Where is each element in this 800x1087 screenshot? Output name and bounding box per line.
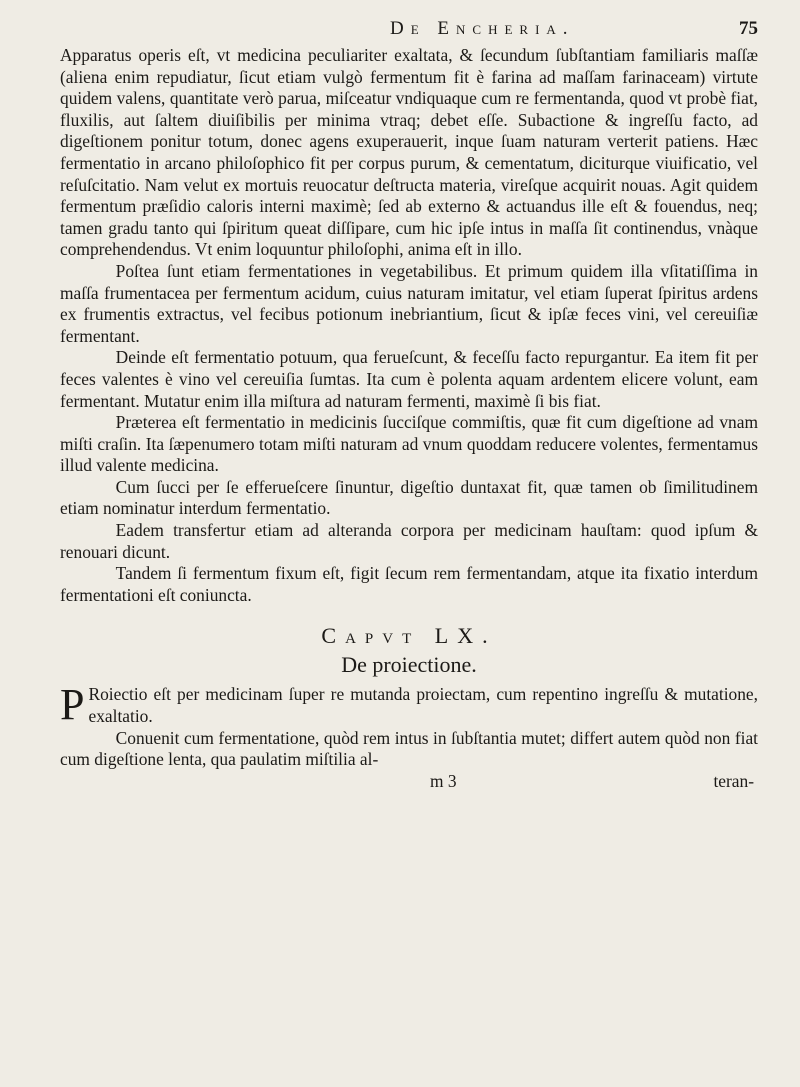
running-head — [0, 18, 800, 48]
paragraph: Apparatus operis eſt, vt medicina peculiariter exaltata, & ſecundum ſubſtantiam familiaris maſſæ (aliena enim repudiatur, ſicut etiam vulgò fermentum fit è farina ad maſſam farinaceam) virtute quidem valens, quantitate verò parua, miſceatur vndiquaque cum re fermentanda, quod vt probè fiat, fluxilis, aut ſaltem diuiſibilis per minima vtraq; debet eſſe. Subactione & ingreſſu facto, ad digeſtionem ponitur totum, donec agens exuperauerit, inque ſuam naturam verterit patiens. Hæc fermentatio in arcano philoſophico fit per corpus purum, & cementatum, diciturque viuificatio, vel reſuſcitatio. Nam velut ex mortuis reuocatur deſtructa materia, vireſque acquirit nouas. Agit quidem fermentum præſidio caloris interni maximè; ſed ab externo & actuandus ille eſt & fouendus, neq; tamen gradu tanto qui ſpiritum queat diſſipare, cum hic ipſe intus in maſſa ſit continendus, vnàque comprehendendus. Vt enim loquuntur philoſophi, anima eſt in illo. — [60, 45, 758, 260]
signature-mark: m 3 — [430, 770, 457, 791]
catchword: teran- — [713, 770, 754, 791]
paragraph-text: Roiectio eſt per medicinam ſuper re mutanda proiectam, cum repentino ingreſſu & mutatione, exaltatio. — [88, 684, 758, 727]
running-title: De Encheria. — [390, 18, 575, 39]
paragraph: Deinde eſt fermentatio potuum, qua ferueſcunt, & feceſſu facto repurgantur. Ea item fit per feces valentes è vino vel cereuiſia ſumtas. Ita cum è polenta aquam ardentem elicere volunt, eam fermentant. Mutatur enim illa miſtura ad naturam fermenti, maximè ſi bis fiat. — [60, 347, 758, 411]
paragraph: Præterea eſt fermentatio in medicinis ſucciſque commiſtis, quæ fit cum digeſtione ad vnam miſti craſin. Ita ſæpenumero totam miſti naturam ad vnum quoddam reducere volentes, fermentamus illud valente medicina. — [60, 412, 758, 476]
paragraph: Eadem transfertur etiam ad alteranda corpora per medicinam hauſtam: quod ipſum & renouari dicunt. — [60, 520, 758, 562]
paragraph: Tandem ſi fermentum fixum eſt, figit ſecum rem fermentandam, atque ita fixatio interdum fermentationi eſt coniuncta. — [60, 563, 758, 605]
paragraph: Cum ſucci per ſe efferueſcere ſinuntur, digeſtio duntaxat fit, quæ tamen ob ſimilitudinem etiam nominatur interdum fermentatio. — [60, 476, 758, 519]
text-body — [60, 45, 758, 793]
page-number: 75 — [739, 18, 758, 39]
paragraph: Conuenit cum fermentatione, quòd rem intus in ſubſtantia mutet; differt autem quòd non fiat cum digeſtione lenta, qua paulatim miſtilia al- — [60, 727, 758, 770]
chapter-first-paragraph — [60, 680, 758, 730]
paragraph: Poſtea ſunt etiam fermentationes in vegetabilibus. Et primum quidem illa vſitatiſſima in maſſa frumentacea per fermentum acidum, cuius naturam imitatur, vel etiam ſuperat ſpiritus ardens ex frumentis extractus, vel fecibus potionum inebriantium, ſicut & ipſæ feces vini, vel cereuiſiæ fermentant. — [60, 260, 758, 346]
drop-initial: P — [60, 680, 85, 730]
chapter-heading: Capvt LX. — [321, 623, 497, 649]
footer-line — [60, 771, 758, 793]
chapter-title: De proiectione. — [341, 652, 477, 678]
